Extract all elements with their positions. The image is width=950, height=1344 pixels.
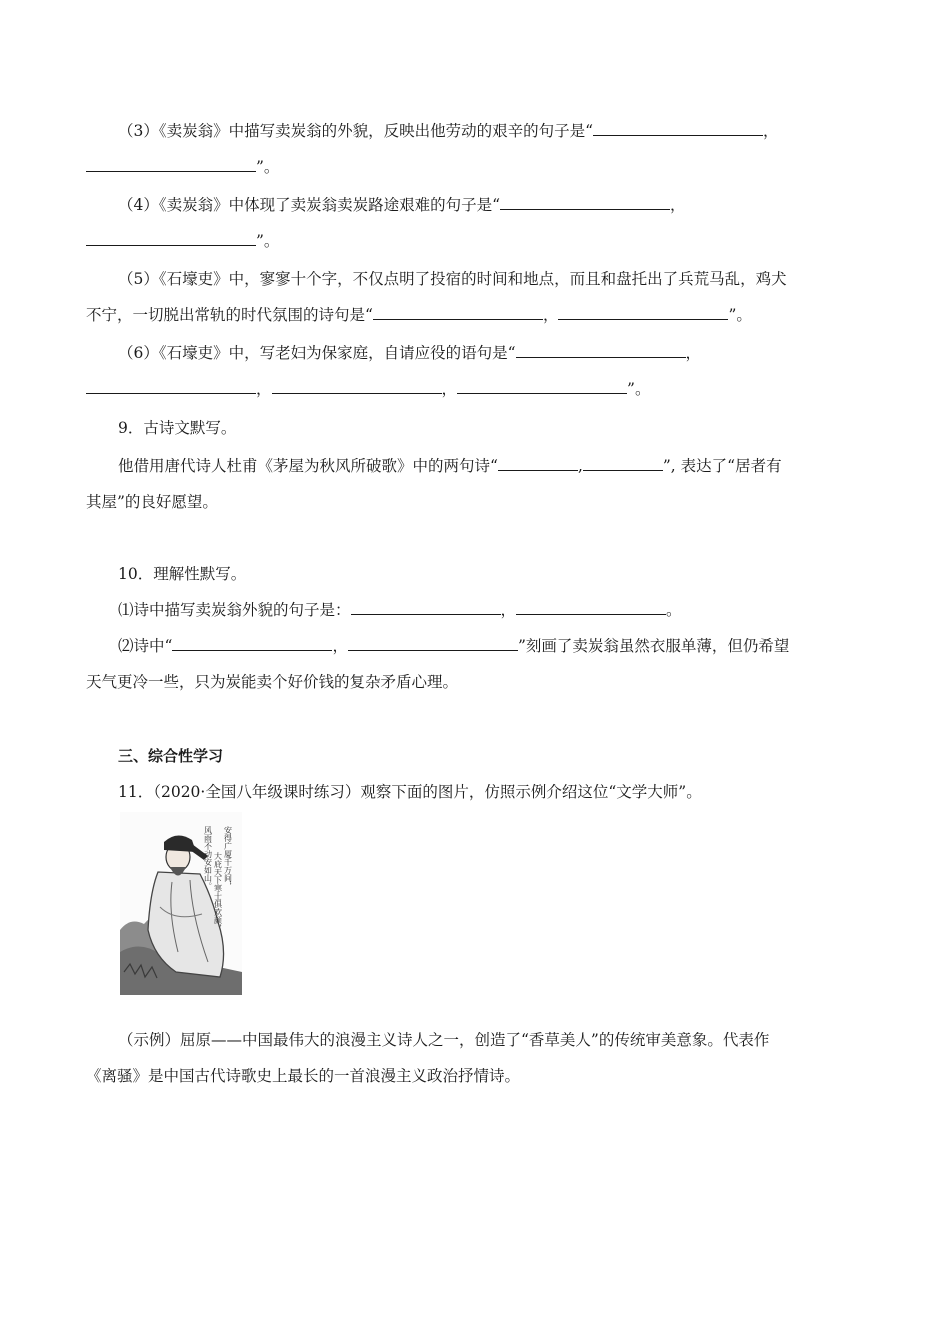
punctuation: ，	[441, 380, 458, 398]
answer-blank[interactable]	[583, 455, 663, 471]
q11-title: 11．（2020·全国八年级课时练习）观察下面的图片，仿照示例介绍这位“文学大师”。	[118, 783, 702, 801]
q9-line2: 其屋”的良好愿望。	[86, 493, 218, 511]
answer-blank[interactable]	[172, 635, 332, 651]
q8-item4	[86, 187, 862, 259]
answer-blank[interactable]	[86, 156, 256, 172]
q9-title: 9．古诗文默写。	[118, 419, 237, 437]
calligraphy-col3: 风雨不动安如山。	[203, 826, 213, 890]
q8-item6-text: （6）《石壕吏》中，写老妇为保家庭，自请应役的语句是“	[118, 344, 516, 362]
punctuation: ，	[542, 306, 559, 324]
answer-blank[interactable]	[593, 120, 763, 136]
answer-blank[interactable]	[558, 304, 728, 320]
punctuation: ，	[685, 344, 702, 362]
answer-blank[interactable]	[351, 599, 501, 615]
answer-blank[interactable]	[500, 194, 670, 210]
q11-example	[86, 1022, 862, 1094]
punctuation: ,	[577, 457, 583, 475]
punctuation: ”。	[627, 380, 651, 398]
q10-item2-text: ⑵诗中“	[118, 637, 173, 655]
answer-blank[interactable]	[86, 378, 256, 394]
q8-item4-text: （4）《卖炭翁》中体现了卖炭翁卖炭路途艰难的句子是“	[118, 196, 501, 214]
example-line1: （示例）屈原——中国最伟大的浪漫主义诗人之一，创造了“香草美人”的传统审美意象。代表作	[118, 1031, 770, 1049]
q9-text: 他借用唐代诗人杜甫《茅屋为秋风所破歌》中的两句诗“	[118, 457, 498, 475]
punctuation: ”。	[728, 306, 752, 324]
punctuation: ，	[763, 122, 779, 140]
q10-item2-text-end: ”刻画了卖炭翁虽然衣服单薄，但仍希望	[517, 637, 790, 655]
q8-item5	[86, 261, 862, 333]
calligraphy-col2: 大庇天下寒士俱欢颜，	[213, 852, 223, 932]
example-line2: 《离骚》是中国古代诗歌史上最长的一首浪漫主义政治抒情诗。	[86, 1067, 521, 1085]
punctuation: 。	[666, 601, 682, 619]
calligraphy-col1: 安得广厦千万间，	[223, 826, 233, 890]
answer-blank[interactable]	[516, 342, 686, 358]
q8-item5-line1: （5）《石壕吏》中，寥寥十个字，不仅点明了投宿的时间和地点，而且和盘托出了兵荒马乱，鸡犬	[118, 270, 787, 288]
punctuation: ”。	[256, 232, 280, 250]
q8-item3	[86, 113, 862, 185]
q10-item2-line2: 天气更冷一些，只为炭能卖个好价钱的复杂矛盾心理。	[86, 673, 459, 691]
q9	[86, 410, 862, 520]
q10-item1-text: ⑴诗中描写卖炭翁外貌的句子是：	[118, 601, 351, 619]
q8-item3-text: （3）《卖炭翁》中描写卖炭翁的外貌，反映出他劳动的艰辛的句子是“	[118, 122, 594, 140]
punctuation: ，	[256, 380, 272, 398]
punctuation: ，	[332, 637, 348, 655]
q9-text-end: ”, 表达了“居者有	[662, 457, 782, 475]
answer-blank[interactable]	[348, 635, 518, 651]
q8-item6	[86, 335, 862, 407]
section-heading: 三、综合性学习	[118, 747, 224, 765]
answer-blank[interactable]	[498, 455, 578, 471]
q10-title: 10．理解性默写。	[118, 565, 247, 583]
punctuation: ，	[670, 196, 686, 214]
answer-blank[interactable]	[373, 304, 543, 320]
q8-item5-line2: 不宁，一切脱出常轨的时代氛围的诗句是“	[86, 306, 373, 324]
punctuation: ”。	[256, 158, 280, 176]
answer-blank[interactable]	[86, 230, 256, 246]
answer-blank[interactable]	[457, 378, 627, 394]
section3	[86, 738, 862, 810]
answer-blank[interactable]	[516, 599, 666, 615]
du-fu-portrait-image	[120, 812, 242, 995]
answer-blank[interactable]	[272, 378, 442, 394]
punctuation: ，	[500, 601, 517, 619]
portrait-illustration	[120, 812, 242, 995]
q10	[86, 556, 862, 700]
